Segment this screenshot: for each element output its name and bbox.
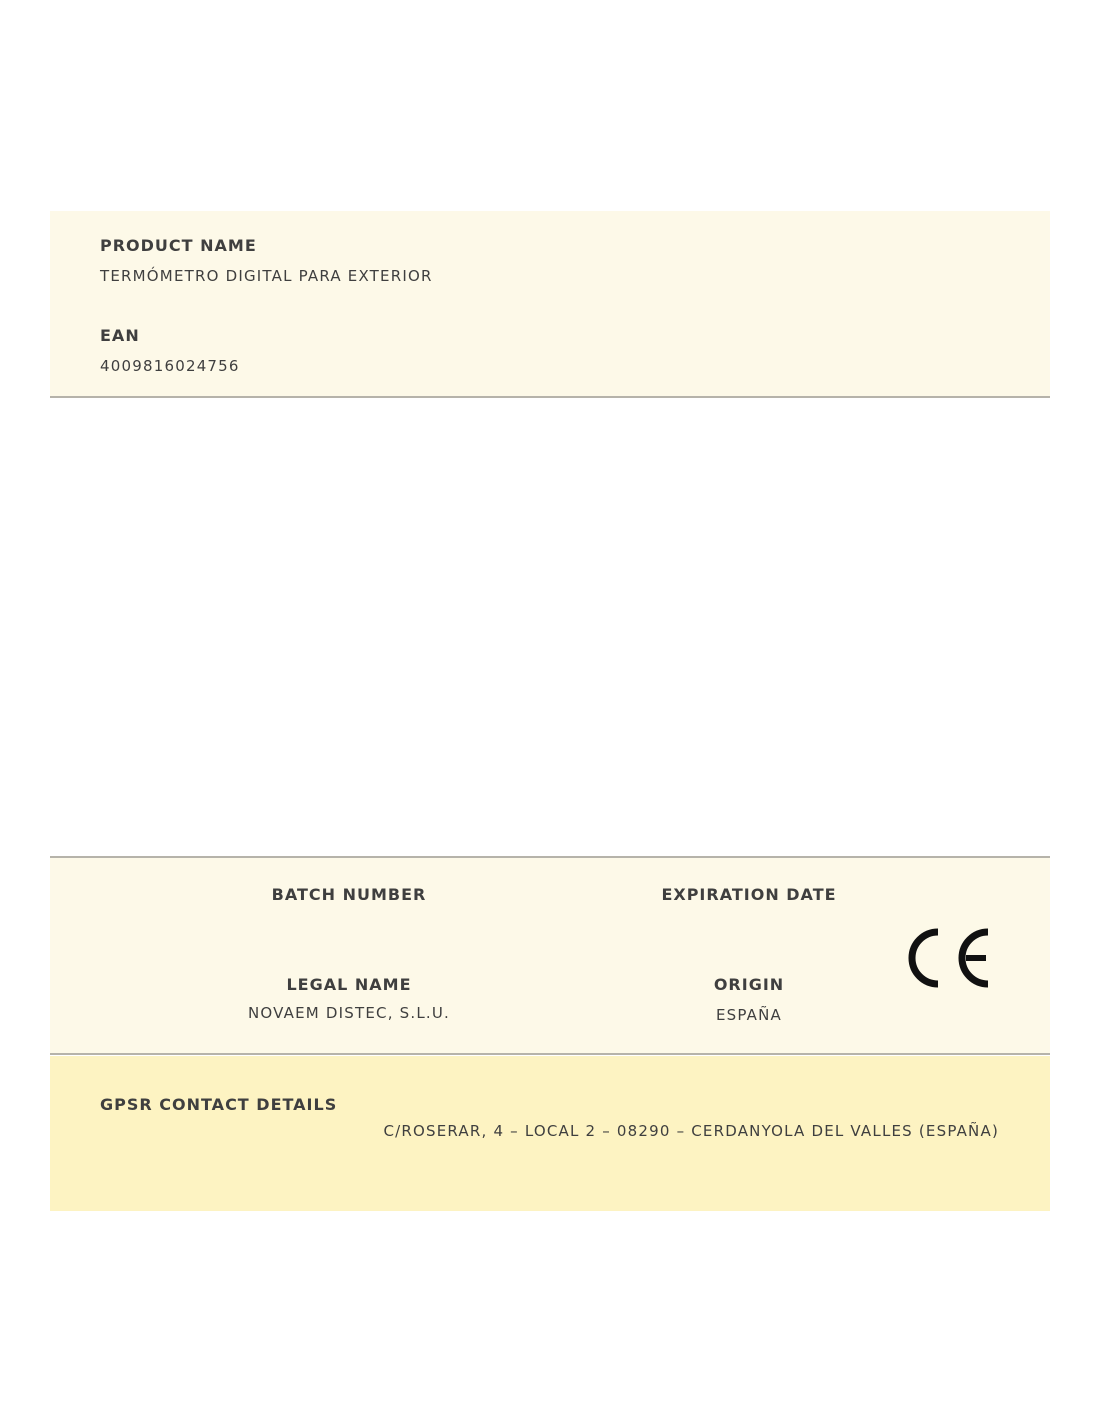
legal-name-value: NOVAEM DISTEC, S.L.U. bbox=[247, 1004, 451, 1022]
gpsr-contact-label: GPSR CONTACT DETAILS bbox=[100, 1095, 338, 1114]
gpsr-contact-address: C/ROSERAR, 4 – LOCAL 2 – 08290 – CERDANYOLA DEL VALLES (ESPAÑA) bbox=[383, 1122, 999, 1140]
ean-value: 4009816024756 bbox=[100, 357, 240, 375]
product-info-panel bbox=[50, 211, 1050, 398]
product-name-value: TERMÓMETRO DIGITAL PARA EXTERIOR bbox=[100, 267, 433, 285]
origin-value: ESPAÑA bbox=[715, 1006, 783, 1024]
product-name-label: PRODUCT NAME bbox=[100, 236, 257, 255]
legal-name-label: LEGAL NAME bbox=[286, 975, 412, 994]
origin-label: ORIGIN bbox=[713, 975, 785, 994]
ce-mark-icon bbox=[908, 926, 992, 990]
batch-details-panel bbox=[50, 856, 1050, 1055]
expiration-date-label: EXPIRATION DATE bbox=[661, 885, 837, 904]
gpsr-contact-panel bbox=[50, 1056, 1050, 1211]
batch-number-label: BATCH NUMBER bbox=[271, 885, 427, 904]
ean-label: EAN bbox=[100, 326, 140, 345]
